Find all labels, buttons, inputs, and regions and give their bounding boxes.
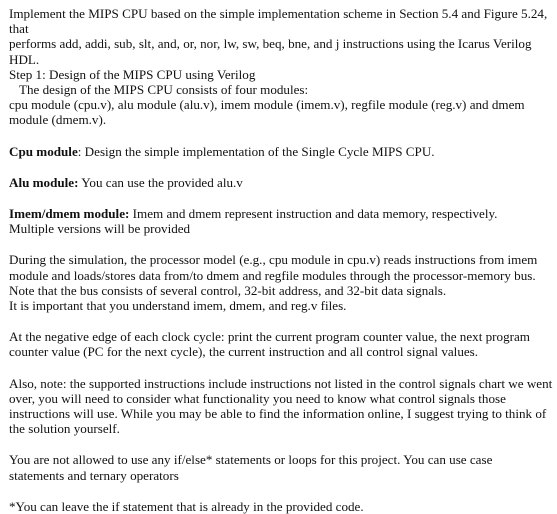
note-line-2: over, you will need to consider what functionality you need to know what control signals those bbox=[9, 390, 506, 406]
module-list-line-2: module (dmem.v). bbox=[9, 112, 107, 128]
mem-module-text: Imem and dmem represent instruction and data memory, respectively. bbox=[129, 206, 498, 222]
mem-module-paragraph bbox=[9, 206, 551, 221]
simulation-line-1: During the simulation, the processor model (e.g., cpu module in cpu.v) reads instructions from imem bbox=[9, 252, 538, 268]
spacer bbox=[9, 190, 551, 206]
simulation-line-2: module and loads/stores data from/to dmem and regfile modules through the processor-memory bus. bbox=[9, 267, 536, 283]
spacer bbox=[9, 236, 551, 252]
module-list-line-1: cpu module (cpu.v), alu module (alu.v), imem module (imem.v), regfile module (reg.v) and dmem bbox=[9, 97, 525, 113]
clock-section bbox=[9, 329, 551, 359]
assignment-document bbox=[9, 6, 551, 514]
clock-line-1: At the negative edge of each clock cycle: print the current program counter value, the next program bbox=[9, 329, 530, 345]
footnote-section bbox=[9, 499, 551, 514]
alu-module-text: You can use the provided alu.v bbox=[78, 174, 243, 190]
spacer bbox=[9, 313, 551, 329]
spacer bbox=[9, 483, 551, 499]
intro-line-3: performs add, addi, sub, slt, and, or, nor, lw, sw, beq, bne, and j instructions using the Icarus Verilog bbox=[9, 36, 532, 52]
cpu-module-paragraph bbox=[9, 144, 551, 159]
cpu-module-text: : Design the simple implementation of the Single Cycle MIPS CPU. bbox=[77, 143, 435, 159]
design-description: The design of the MIPS CPU consists of four modules: bbox=[19, 82, 309, 98]
cpu-module-label: Cpu module bbox=[9, 143, 78, 159]
restriction-line-1: You are not allowed to use any if/else* statements or loops for this project. You can use case bbox=[9, 452, 493, 468]
note-line-4: the solution yourself. bbox=[9, 421, 120, 437]
footnote-line: *You can leave the if statement that is already in the provided code. bbox=[9, 498, 364, 514]
mem-module-line-2: Multiple versions will be provided bbox=[9, 221, 191, 237]
spacer bbox=[9, 360, 551, 376]
intro-line-2: that bbox=[9, 21, 29, 37]
spacer bbox=[9, 128, 551, 144]
alu-module-label: Alu module: bbox=[9, 174, 79, 190]
simulation-line-3: Note that the bus consists of several control, 32-bit address, and 32-bit data signals. bbox=[9, 282, 447, 298]
cpu-module-section bbox=[9, 144, 551, 159]
spacer bbox=[9, 436, 551, 452]
note-line-3: instructions will use. While you may be able to find the information online, I suggest trying to think of bbox=[9, 406, 547, 422]
clock-line-2: counter value (PC for the next cycle), the current instruction and all control signal values. bbox=[9, 344, 479, 360]
intro-line-4: HDL. bbox=[9, 51, 40, 67]
note-section bbox=[9, 376, 551, 437]
simulation-section bbox=[9, 252, 551, 313]
alu-module-paragraph bbox=[9, 175, 551, 190]
restriction-section bbox=[9, 452, 551, 482]
alu-module-section bbox=[9, 175, 551, 190]
mem-module-section bbox=[9, 206, 551, 236]
mem-module-label: Imem/dmem module: bbox=[9, 206, 130, 222]
intro-line-1: Implement the MIPS CPU based on the simple implementation scheme in Section 5.4 and Figure 5.24, bbox=[9, 6, 548, 21]
step-heading: Step 1: Design of the MIPS CPU using Verilog bbox=[9, 66, 256, 82]
simulation-line-4: It is important that you understand imem, dmem, and reg.v files. bbox=[9, 298, 347, 314]
spacer bbox=[9, 159, 551, 175]
intro-section bbox=[9, 6, 551, 128]
note-line-1: Also, note: the supported instructions include instructions not listed in the control signals chart we went bbox=[9, 375, 553, 391]
restriction-line-2: statements and ternary operators bbox=[9, 467, 179, 483]
